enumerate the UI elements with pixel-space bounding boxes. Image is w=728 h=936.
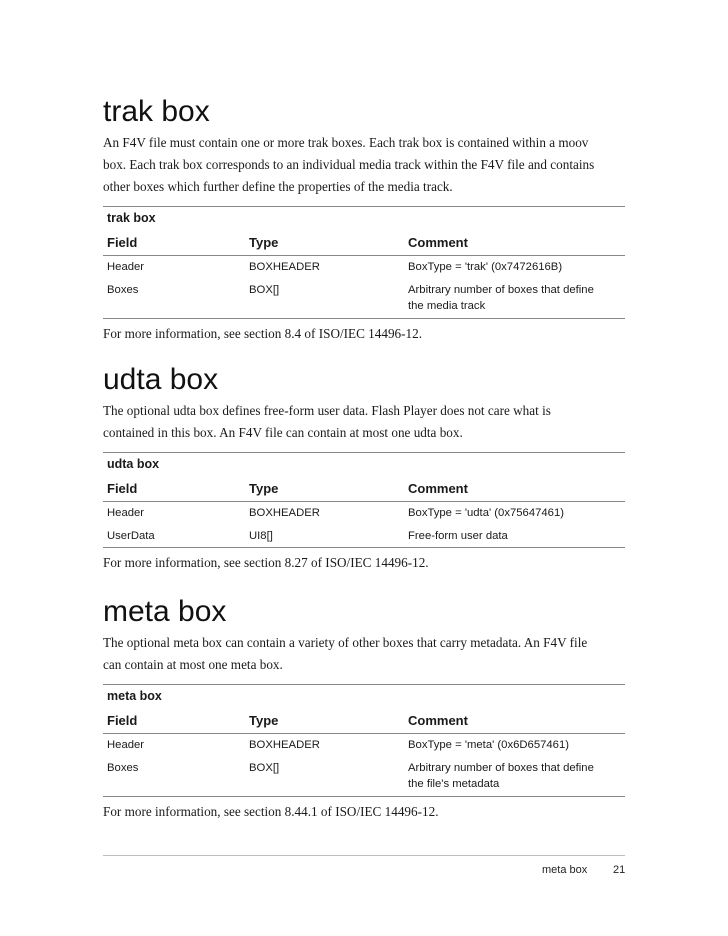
table-row — [103, 757, 625, 797]
cell-field: Header — [107, 507, 145, 519]
cell-comment: BoxType = 'trak' (0x7472616B) — [408, 261, 563, 273]
field-table — [103, 684, 625, 797]
column-header-field: Field — [107, 235, 138, 250]
table-header-row — [103, 708, 625, 734]
cell-comment-line: Arbitrary number of boxes that define — [408, 284, 594, 296]
reference-note: For more information, see section 8.27 of ISO/IEC 14496-12. — [103, 555, 429, 570]
section-intro — [103, 400, 625, 444]
cell-type: BOXHEADER — [249, 507, 320, 519]
cell-comment: Free-form user data — [408, 530, 508, 542]
cell-field: Boxes — [107, 284, 139, 296]
table-row — [103, 256, 625, 279]
table-header-row — [103, 476, 625, 502]
cell-field: Boxes — [107, 762, 139, 774]
intro-line: contained in this box. An F4V file can contain at most one udta box. — [103, 425, 463, 440]
cell-comment — [408, 760, 625, 792]
section-heading: trak box — [103, 95, 210, 128]
column-header-type: Type — [249, 235, 279, 250]
intro-line: An F4V file must contain one or more trak boxes. Each trak box is contained within a moov — [103, 135, 589, 150]
column-header-type: Type — [249, 481, 279, 496]
cell-type: BOXHEADER — [249, 739, 320, 751]
table-title: trak box — [107, 211, 156, 225]
intro-line: The optional meta box can contain a variety of other boxes that carry metadata. An F4V file — [103, 635, 588, 650]
column-header-type: Type — [249, 713, 279, 728]
intro-line: can contain at most one meta box. — [103, 657, 283, 672]
column-header-comment: Comment — [408, 481, 468, 496]
section-meta-box — [103, 595, 625, 822]
cell-type: BOX[] — [249, 762, 280, 774]
section-intro — [103, 632, 625, 676]
section-intro — [103, 132, 625, 198]
section-udta-box — [103, 363, 625, 573]
column-header-comment: Comment — [408, 235, 468, 250]
cell-comment — [408, 282, 625, 314]
cell-comment: BoxType = 'udta' (0x75647461) — [408, 507, 564, 519]
footer-page-number: 21 — [613, 864, 626, 876]
cell-comment-line: the file's metadata — [408, 778, 500, 790]
table-title: meta box — [107, 689, 162, 703]
table-row — [103, 734, 625, 757]
cell-type: BOX[] — [249, 284, 280, 296]
footer-section-name: meta box — [542, 864, 588, 876]
cell-field: UserData — [107, 530, 155, 542]
section-heading: udta box — [103, 363, 219, 396]
intro-line: box. Each trak box corresponds to an individual media track within the F4V file and contains — [103, 157, 595, 172]
column-header-comment: Comment — [408, 713, 468, 728]
cell-comment-line: the media track — [408, 300, 486, 312]
footer-divider — [103, 855, 625, 856]
table-row — [103, 279, 625, 319]
column-header-field: Field — [107, 713, 138, 728]
cell-comment: BoxType = 'meta' (0x6D657461) — [408, 739, 569, 751]
cell-comment-line: Arbitrary number of boxes that define — [408, 762, 594, 774]
intro-line: The optional udta box defines free-form user data. Flash Player does not care what is — [103, 403, 551, 418]
table-header-row — [103, 230, 625, 256]
cell-type: UI8[] — [249, 530, 273, 542]
cell-field: Header — [107, 739, 145, 751]
section-trak-box — [103, 95, 625, 344]
table-title: udta box — [107, 457, 160, 471]
intro-line: other boxes which further define the properties of the media track. — [103, 179, 453, 194]
table-row — [103, 502, 625, 525]
reference-note: For more information, see section 8.4 of ISO/IEC 14496-12. — [103, 326, 423, 341]
section-heading: meta box — [103, 595, 227, 628]
cell-field: Header — [107, 261, 145, 273]
column-header-field: Field — [107, 481, 138, 496]
field-table — [103, 206, 625, 319]
table-row — [103, 525, 625, 548]
field-table — [103, 452, 625, 548]
reference-note: For more information, see section 8.44.1 of ISO/IEC 14496-12. — [103, 804, 439, 819]
cell-type: BOXHEADER — [249, 261, 320, 273]
